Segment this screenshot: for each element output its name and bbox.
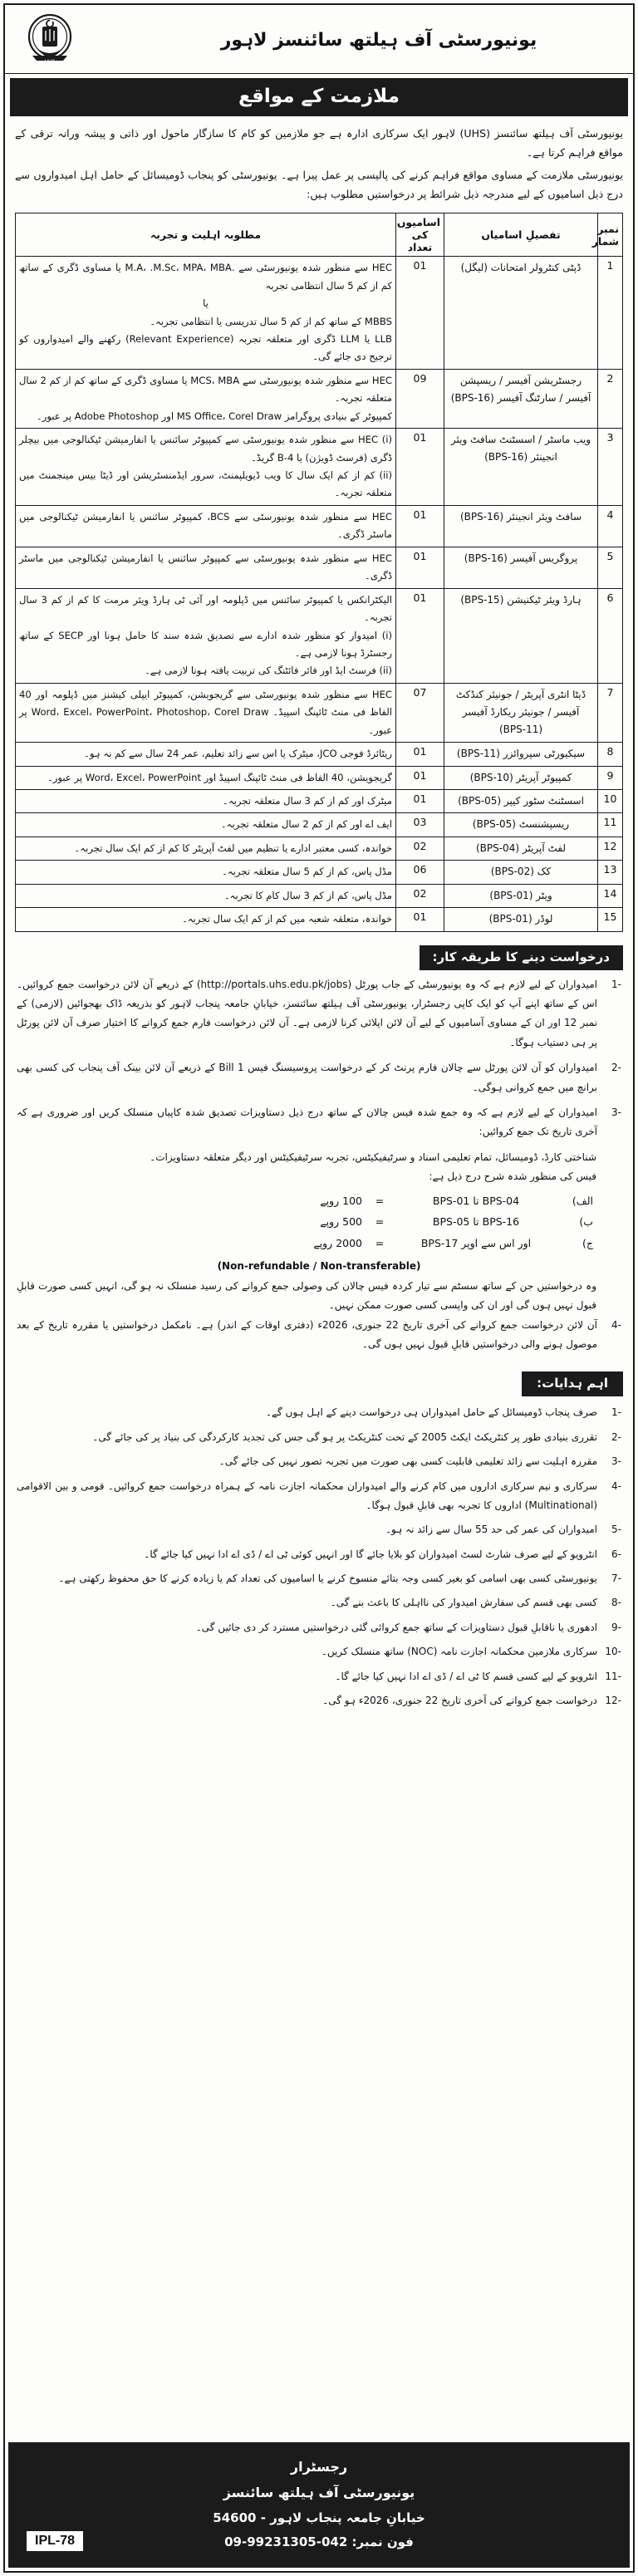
- fee-row-amount: 100 روپے: [320, 1194, 362, 1207]
- footer-block: [8, 2442, 630, 2568]
- qualification-line: (ii) فرسٹ ایڈ اور فائر فائٹنگ کی تربیت یافتہ ہونا لازمی ہے۔: [145, 665, 392, 677]
- qualification-line: (ii) کم از کم ایک سال کا ویب ڈیویلپمنٹ، سرور ایڈمنسٹریشن اور ڈیٹا بیس مینجمنٹ میں متعلقہ تجربہ۔: [19, 469, 392, 499]
- qualification-line: HEC سے منظور شدہ یونیورسٹی سے .M.A، .M.Sc، MPA، MBA یا مساوی ڈگری کے ساتھ کم از کم 5 سال انتظامی تجربہ: [19, 262, 392, 292]
- row-qualification: [16, 743, 396, 766]
- footer-address: خیابانِ جامعہ پنجاب لاہور - 54600: [213, 2510, 425, 2525]
- instruction-item: [17, 1618, 621, 1637]
- row-vacancy-count: 06: [396, 861, 444, 884]
- procedure-item-text: آن لائن درخواست جمع کروانے کی آخری تاریخ 22 جنوری، 2026ء (دفتری اوقات کے اندر) ہے۔ نامکمل درخواستیں یا مقررہ تاریخ کے بعد موصول ہونے والی درخواستیں قابلِ قبول نہیں ہوں گی۔: [17, 1318, 597, 1350]
- instruction-number: -6: [611, 1548, 621, 1560]
- banner-title: ملازمت کے مواقع: [10, 78, 628, 116]
- ipl-code-badge: IPL-78: [27, 2531, 83, 2551]
- jobs-table: [15, 213, 623, 931]
- col-header-post: تفصیلِ اسامیاں: [444, 213, 598, 257]
- row-qualification: [16, 837, 396, 860]
- procedure-item-tail-text: وہ درخواستیں جن کے ساتھ سسٹم سے تیار کردہ فیس چالان کی وصولی جمع کروانے کی رسید منسلک نہ ہو گی، انہیں کسی صورت قابلِ قبول نہیں ہوں گی اور ان کی واپسی کسی صورت ممکن نہیں۔: [17, 1279, 596, 1312]
- instruction-text: مقررہ اہلیت سے زائد تعلیمی قابلیت کسی بھی صورت میں تجربہ تصور نہیں کی جائے گی۔: [218, 1455, 597, 1468]
- row-vacancy-count: 03: [396, 813, 444, 837]
- table-row: [16, 837, 623, 860]
- qualification-line: مڈل پاس، کم از کم 5 سال متعلقہ تجربہ۔: [222, 866, 392, 878]
- instruction-text: صرف پنجاب ڈومیسائل کے حامل امیدواران ہی درخواست دینے کے اہل ہوں گے۔: [265, 1406, 597, 1419]
- row-serial: 8: [598, 743, 623, 766]
- row-post-title: سافٹ ویئر انجینئر (BPS-16): [444, 505, 598, 547]
- instruction-item: [17, 1642, 621, 1661]
- qualification-line: خواندہ، کسی معتبر ادارے یا تنظیم میں لفٹ آپریٹر کا کم از کم ایک سال تجربہ۔: [74, 841, 392, 854]
- row-qualification: [16, 766, 396, 789]
- intro-paragraph-2: یونیورسٹی ملازمت کے مساوی مواقع فراہم کرنے کی پالیسی پر عمل پیرا ہے۔ یونیورسٹی کو پنجاب ڈومیسائل کے حامل اہل امیدواروں سے درج ذیل اسامیوں کے لیے مندرجہ ذیل شرائط پر درخواستیں مطلوب ہیں:: [15, 168, 623, 200]
- instruction-text: کسی بھی قسم کی سفارش امیدوار کی نااہلی کا باعث بنے گی۔: [330, 1597, 597, 1609]
- uhs-crest-logo-icon: [27, 13, 73, 66]
- procedure-item-row: [17, 1058, 621, 1097]
- intro-paragraph-1: یونیورسٹی آف ہیلتھ سائنسز (UHS) لاہور ایک سرکاری ادارہ ہے جو ملازمین کو کام کا سازگار ماحول اور ذاتی و پیشہ ورانہ ترقی کے مواقع فراہم کرتا ہے۔: [15, 127, 623, 159]
- table-row: [16, 790, 623, 813]
- instruction-number: -9: [611, 1621, 621, 1633]
- masthead: [5, 5, 633, 74]
- fee-row: [17, 1233, 621, 1254]
- table-row: [16, 505, 623, 547]
- row-vacancy-count: 09: [396, 369, 444, 428]
- instruction-item: [17, 1569, 621, 1588]
- row-qualification: [16, 588, 396, 683]
- table-row: [16, 369, 623, 428]
- qualification-line: گریجویشن، 40 الفاظ فی منٹ ٹائپنگ اسپیڈ اور Word، Excel، PowerPoint پر عبور۔: [47, 771, 392, 783]
- row-post-title: سیکیورٹی سپروائزر (BPS-11): [444, 743, 598, 766]
- procedure-item: [17, 1103, 621, 1316]
- table-row: [16, 861, 623, 884]
- row-serial: 15: [598, 908, 623, 931]
- instruction-item: [17, 1520, 621, 1539]
- instruction-number: -1: [611, 1406, 621, 1419]
- table-row: [16, 908, 623, 931]
- row-post-title: ہارڈ ویئر ٹیکنیشن (BPS-15): [444, 588, 598, 683]
- fee-row-bps-range: BPS-17 اور اس سے اوپر: [420, 1236, 532, 1249]
- fee-row-equals: =: [375, 1236, 385, 1249]
- procedure-item-row: [17, 975, 621, 1053]
- instructions-heading: اہم ہدایات:: [522, 1371, 623, 1396]
- row-serial: 2: [598, 369, 623, 428]
- instruction-item: [17, 1477, 621, 1516]
- qualification-line: (i) HEC سے منظور شدہ یونیورسٹی سے کمپیوٹر سائنس یا انفارمیشن ٹیکنالوجی میں بیچلر ڈگری (فرسٹ ڈویژن) یا B-4 گریڈ۔: [19, 434, 392, 464]
- col-header-qualification: مطلوبہ اہلیت و تجربہ: [16, 213, 396, 257]
- layout-spacer: [5, 1715, 633, 2431]
- qualification-line: کمپیوٹر کے بنیادی پروگرامز MS Office، Corel Draw اور Adobe Photoshop پر عبور۔: [36, 410, 392, 422]
- table-row: [16, 884, 623, 907]
- instruction-text: درخواست جمع کروانے کی آخری تاریخ 22 جنوری، 2026ء ہو گی۔: [322, 1695, 597, 1707]
- row-qualification: [16, 505, 396, 547]
- table-row: [16, 766, 623, 789]
- row-post-title: ویٹر (BPS-01): [444, 884, 598, 907]
- procedure-item-number: -1: [611, 978, 621, 990]
- procedure-heading-wrap: [5, 937, 633, 975]
- fee-intro-text: فیس کی منظور شدہ شرح درج ذیل ہے:: [429, 1170, 596, 1183]
- row-serial: 4: [598, 505, 623, 547]
- row-serial: 13: [598, 861, 623, 884]
- table-header-row: [16, 213, 623, 257]
- row-post-title: پروگریس آفیسر (BPS-16): [444, 547, 598, 588]
- instruction-text: ادھوری یا ناقابلِ قبول دستاویزات کے ساتھ جمع کروائی گئی درخواستیں مسترد کر دی جائیں گی۔: [195, 1621, 597, 1633]
- table-row: [16, 547, 623, 588]
- row-vacancy-count: 01: [396, 257, 444, 370]
- row-vacancy-count: 01: [396, 588, 444, 683]
- row-vacancy-count: 01: [396, 766, 444, 789]
- row-vacancy-count: 01: [396, 505, 444, 547]
- instruction-text: تقرری بنیادی طور پر کنٹریکٹ ایکٹ 2005 کے تحت کنٹریکٹ پر ہو گی جس کی تجدید کارکردگی کی بنیاد پر کی جائے گی۔: [92, 1430, 597, 1443]
- instructions-heading-wrap: [5, 1360, 633, 1403]
- row-serial: 14: [598, 884, 623, 907]
- row-serial: 11: [598, 813, 623, 837]
- row-post-title: لوڈر (BPS-01): [444, 908, 598, 931]
- row-post-title: اسسٹنٹ سٹور کیپر (BPS-05): [444, 790, 598, 813]
- row-qualification: [16, 547, 396, 588]
- qualification-line: یا: [203, 297, 209, 310]
- procedure-item-text: امیدواران کے لیے لازم ہے کہ وہ یونیورسٹی کے جاب پورٹل (http://portals.uhs.edu.pk/jobs) کے ذریعے آن لائن درخواست جمع کروائیں۔ اس کے ساتھ اپنے آپ کو ایک کاپی رجسٹرار، یونیورسٹی آف ہیلتھ سائنسز، خیابانِ جامعہ پنجاب لاہور کو بذریعہ ڈاک بھجوائیں (لازمی) کے نمبر 12 اور ان کے مساوی آسامیوں کے لیے آن لائن اپلائی کرنا لازمی ہے۔ آن لائن درخواست فارم جمع کروانے کا اختیار صرف آن لائن پورٹل پر ہی دستیاب ہوگا۔: [17, 978, 597, 1048]
- fee-row-bps-range: BPS-05 تا BPS-16: [432, 1215, 520, 1229]
- col-header-sr: نمبر شمار: [598, 213, 623, 257]
- row-qualification: [16, 257, 396, 370]
- qualification-line: HEC سے منظور شدہ یونیورسٹی سے MCS، MBA یا مساوی ڈگری کے ساتھ کم از کم 2 سال متعلقہ تجربہ۔: [19, 374, 393, 405]
- col-header-count: اسامیوں کی تعداد: [396, 213, 444, 257]
- row-serial: 3: [598, 429, 623, 506]
- procedure-item-number: -3: [611, 1106, 621, 1118]
- row-post-title: کمپیوٹر آپریٹر (BPS-10): [444, 766, 598, 789]
- instruction-text: یونیورسٹی کسی بھی اسامی کو بغیر کسی وجہ بتائے منسوخ کرنے یا اسامیوں کی تعداد کم یا زیادہ کرنے کا حق محفوظ رکھتی ہے۔: [58, 1573, 597, 1585]
- procedure-item-text: امیدواران کو آن لائن پورٹل سے چالان فارم پرنٹ کر کے درخواست پروسیسنگ فیس Bill 1 کے ذریعے آن لائن بینک آف پنجاب کی کسی بھی برانچ میں جمع کروانی ہوگی۔: [17, 1062, 597, 1093]
- row-vacancy-count: 01: [396, 429, 444, 506]
- instruction-item: [17, 1428, 621, 1447]
- row-serial: 5: [598, 547, 623, 588]
- fee-row-label: الف): [572, 1194, 593, 1207]
- instruction-number: -3: [611, 1455, 621, 1468]
- fee-row: [17, 1211, 621, 1233]
- instruction-text: سرکاری و نیم سرکاری اداروں میں کام کرنے والے امیدواران محکمانہ اجازت نامہ کے ہمراہ درخواست جمع کروائیں۔ قومی و بین الاقوامی (Multinational) اداروں کا تجربہ بھی قابلِ قبول ہوگا۔: [17, 1479, 597, 1511]
- table-row: [16, 743, 623, 766]
- qualification-line: خواندہ، متعلقہ شعبہ میں کم از کم ایک سال تجربہ۔: [181, 913, 392, 925]
- footer-registrar: رجسٹرار: [290, 2459, 348, 2475]
- row-qualification: [16, 908, 396, 931]
- row-post-title: لفٹ آپریٹر (BPS-04): [444, 837, 598, 860]
- fee-row-equals: =: [375, 1194, 385, 1207]
- qualification-line: میٹرک اور کم از کم 3 سال متعلقہ تجربہ۔: [223, 795, 392, 807]
- jobs-table-body: [16, 257, 623, 931]
- qualification-line: مڈل پاس، کم از کم 3 سال کام کا تجربہ۔: [223, 889, 392, 901]
- table-row: [16, 683, 623, 742]
- procedure-item-row: [17, 1316, 621, 1355]
- instruction-number: -2: [611, 1430, 621, 1443]
- procedure-item: [17, 1316, 621, 1355]
- procedure-documents-note: شناختی کارڈ، ڈومیسائل، تمام تعلیمی اسناد و سرٹیفیکیٹس، تجربہ سرٹیفیکیٹس اور دیگر متعلقہ دستاویزات۔: [150, 1151, 596, 1163]
- qualification-line: ریٹائرڈ فوجی JCO، میٹرک یا اس سے زائد تعلیم، عمر 24 سال سے کم نہ ہو۔: [84, 748, 392, 760]
- table-row: [16, 257, 623, 370]
- qualification-line: (i) امیدوار کو منظور شدہ ادارے سے تصدیق شدہ سند کا حامل ہونا اور SECP کے ساتھ رجسٹرڈ ہونا لازمی ہے۔: [19, 629, 392, 659]
- instruction-number: -8: [611, 1597, 621, 1609]
- instruction-number: -11: [605, 1670, 621, 1682]
- table-row: [16, 429, 623, 506]
- row-vacancy-count: 07: [396, 683, 444, 742]
- row-qualification: [16, 369, 396, 428]
- row-serial: 9: [598, 766, 623, 789]
- qualification-line: MBBS کے ساتھ کم از کم 5 سال تدریسی یا انتظامی تجربہ۔: [150, 315, 392, 327]
- row-vacancy-count: 02: [396, 884, 444, 907]
- row-qualification: [16, 683, 396, 742]
- instruction-item: [17, 1545, 621, 1564]
- instruction-number: -4: [611, 1479, 621, 1492]
- row-post-title: ڈپٹی کنٹرولر امتحانات (لیگل): [444, 257, 598, 370]
- qualification-line: الیکٹرانکس یا کمپیوٹر سائنس میں ڈپلومہ اور آئی ٹی ہارڈ ویئر مرمت کا کم از کم 3 سال تجربہ۔: [19, 593, 392, 624]
- instructions-list: [5, 1403, 633, 1715]
- instruction-number: -5: [611, 1524, 621, 1536]
- table-row: [16, 813, 623, 837]
- fee-row-amount: 500 روپے: [320, 1215, 362, 1229]
- instruction-item: [17, 1667, 621, 1686]
- fee-row-label: ب): [579, 1215, 593, 1229]
- instruction-item: [17, 1691, 621, 1710]
- procedure-heading: درخواست دینے کا طریقہ کار:: [420, 945, 623, 970]
- footer-university: یونیورسٹی آف ہیلتھ سائنسز: [223, 2485, 415, 2501]
- footer-phone: فون نمبر: 042-99231305-09: [224, 2534, 414, 2549]
- university-name: یونیورسٹی آف ہیلتھ سائنسز لاہور: [220, 29, 537, 51]
- fee-row-label: ج): [582, 1236, 593, 1249]
- procedure-item: [17, 975, 621, 1053]
- fee-refund-note: (Non-refundable / Non-transferable): [217, 1260, 421, 1273]
- row-qualification: [16, 884, 396, 907]
- qualification-line: HEC سے منظور شدہ یونیورسٹی سے گریجویشن، کمپیوٹر ایپلی کیشنز میں ڈپلومہ اور 40 الفاظ فی منٹ ٹائپنگ اسپیڈ۔ Word، Excel، PowerPoint، Photoshop، Corel Draw پر عبور۔: [19, 688, 392, 736]
- row-serial: 7: [598, 683, 623, 742]
- procedure-item-text: امیدواران کے لیے لازم ہے کہ وہ جمع شدہ فیس چالان کے ساتھ درج ذیل دستاویزات تصدیق شدہ کاپیاں منسلک کریں اور ضروری ہے کہ آخری تاریخ تک جمع کروائیں:: [17, 1106, 597, 1138]
- fee-row-bps-range: BPS-01 تا BPS-04: [432, 1194, 520, 1207]
- row-serial: 10: [598, 790, 623, 813]
- fee-row-amount: 2000 روپے: [313, 1236, 362, 1249]
- instruction-item: [17, 1452, 621, 1471]
- intro-block: [5, 116, 633, 209]
- row-vacancy-count: 01: [396, 790, 444, 813]
- instruction-number: -7: [611, 1573, 621, 1585]
- instruction-item: [17, 1593, 621, 1612]
- fee-schedule-table: [17, 1190, 621, 1254]
- procedure-item-row: [17, 1103, 621, 1142]
- table-row: [16, 588, 623, 683]
- row-vacancy-count: 01: [396, 547, 444, 588]
- row-qualification: [16, 813, 396, 837]
- qualification-line: LLB یا LLM ڈگری اور متعلقہ تجربہ (Relevant Experience) رکھنے والے امیدواروں کو ترجیح دی جائے گی۔: [19, 332, 392, 363]
- row-serial: 6: [598, 588, 623, 683]
- instruction-number: -12: [605, 1695, 621, 1707]
- svg-text:UHS: UHS: [44, 60, 56, 65]
- row-vacancy-count: 01: [396, 743, 444, 766]
- qualification-line: ایف اے اور کم از کم 2 سال متعلقہ تجربہ۔: [220, 818, 392, 831]
- row-serial: 12: [598, 837, 623, 860]
- instruction-item: [17, 1403, 621, 1422]
- procedure-item: [17, 1058, 621, 1097]
- row-post-title: رجسٹریشن آفیسر / ریسپشن آفیسر / سارٹنگ آفیسر (BPS-16): [444, 369, 598, 428]
- fee-row: [17, 1190, 621, 1212]
- row-post-title: ویب ماسٹر / اسسٹنٹ سافٹ ویئر انجینئر (BPS-16): [444, 429, 598, 506]
- advertisement-frame: [3, 3, 635, 2573]
- instruction-number: -10: [605, 1646, 621, 1658]
- instruction-text: امیدواران کی عمر کی حد 55 سال سے زائد نہ ہو۔: [385, 1524, 597, 1536]
- row-serial: 1: [598, 257, 623, 370]
- row-post-title: ریسپشنسٹ (BPS-05): [444, 813, 598, 837]
- procedure-body: [5, 975, 633, 1361]
- row-qualification: [16, 429, 396, 506]
- row-post-title: ڈیٹا انٹری آپریٹر / جونیئر کنڈکٹ آفیسر / جونیئر ریکارڈ آفیسر (BPS-11): [444, 683, 598, 742]
- procedure-item-number: -4: [611, 1318, 621, 1331]
- row-vacancy-count: 01: [396, 908, 444, 931]
- qualification-line: HEC سے منظور شدہ یونیورسٹی سے کمپیوٹر سائنس یا انفارمیشن ٹیکنالوجی میں ماسٹر ڈگری۔: [19, 552, 392, 582]
- instruction-text: انٹرویو کے لیے کسی قسم کا ٹی اے / ڈی اے ادا نہیں کیا جائے گا۔: [335, 1670, 597, 1682]
- row-qualification: [16, 790, 396, 813]
- instruction-text: انٹرویو کے لیے صرف شارٹ لسٹ امیدواران کو بلایا جائے گا اور انہیں کوئی ٹی اے / ڈی اے ادا نہیں کیا جائے گا۔: [144, 1548, 597, 1560]
- row-post-title: کک (BPS-02): [444, 861, 598, 884]
- qualification-line: HEC سے منظور شدہ یونیورسٹی سے BCS، کمپیوٹر سائنس یا انفارمیشن ٹیکنالوجی میں ماسٹر ڈگری۔: [19, 510, 392, 541]
- procedure-item-number: -2: [611, 1062, 621, 1074]
- row-vacancy-count: 02: [396, 837, 444, 860]
- row-qualification: [16, 861, 396, 884]
- fee-row-equals: =: [375, 1215, 385, 1229]
- instruction-text: سرکاری ملازمین محکمانہ اجازت نامہ (NOC) ساتھ منسلک کریں۔: [321, 1646, 597, 1658]
